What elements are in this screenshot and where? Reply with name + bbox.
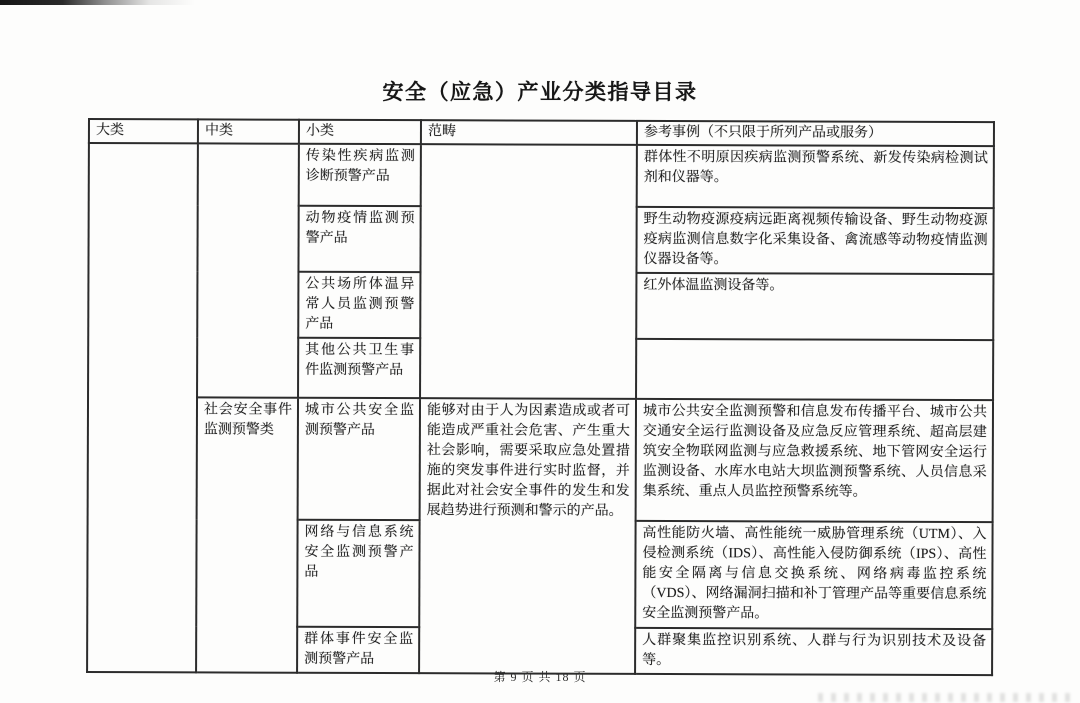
column-header-examples: 参考事例（不只限于所列产品或服务） (637, 121, 994, 146)
cell-scope-group2: 能够对由于人为因素造成或者可能造成严重社会危害、产生重大社会影响，需要采取应急处置措施的突发事件进行实时监督，并据此对社会安全事件的发生和发展趋势进行预测和警示的产品。 (419, 398, 636, 674)
table-row (88, 397, 993, 522)
cell-sub-category: 动物疫情监测预警产品 (298, 206, 420, 272)
cell-sub-category: 城市公共安全监测预警产品 (298, 398, 420, 520)
column-header-middle-category: 中类 (198, 119, 299, 143)
column-header-sub-category: 小类 (299, 120, 421, 144)
cell-major-category (87, 143, 198, 672)
cell-examples: 高性能防火墙、高性能统一威胁管理系统（UTM）、入侵检测系统（IDS）、高性能入侵防御系统（IPS）、高性能安全隔离与信息交换系统、网络病毒监控系统（VDS）、网络漏洞扫描和补丁管理产品等重要信息系统安全监测预警产品。 (635, 521, 992, 629)
page-number: 第 9 页 共 18 页 (493, 670, 587, 684)
cell-examples: 城市公共安全监测预警和信息发布传播平台、城市公共交通安全运行监测设备及应急反应管理系统、超高层建筑安全物联网监测与应急救援系统、地下管网安全运行监测设备、水库水电站大坝监测预警系统、人员信息采集系统、重点人员监控预警系统等。 (636, 399, 993, 522)
table-row (89, 143, 994, 208)
scan-smudge-artifact (0, 0, 250, 5)
classification-table-wrap (86, 118, 995, 676)
cell-sub-category: 公共场所体温异常人员监测预警产品 (298, 272, 420, 338)
cell-scope-group1 (420, 144, 637, 399)
scan-bleed-artifact (818, 693, 1078, 702)
classification-table (86, 118, 995, 676)
cell-middle-category-group1 (197, 143, 299, 397)
cell-sub-category: 其他公共卫生事件监测预警产品 (298, 338, 420, 398)
column-header-major-category: 大类 (89, 119, 198, 143)
document-title: 安全（应急）产业分类指导目录 (382, 80, 698, 104)
cell-sub-category: 网络与信息系统安全监测预警产品 (297, 520, 419, 627)
cell-middle-category-group2: 社会安全事件监测预警类 (196, 397, 298, 672)
cell-examples: 群体性不明原因疾病监测预警系统、新发传染病检测试剂和仪器等。 (637, 145, 994, 208)
table-header-row (89, 119, 994, 146)
cell-examples: 红外体温监测设备等。 (636, 273, 993, 340)
column-header-scope: 范畴 (421, 120, 637, 145)
cell-sub-category: 传染性疾病监测诊断预警产品 (299, 144, 421, 206)
cell-examples (636, 339, 993, 400)
cell-examples: 野生动物疫源疫病远距离视频传输设备、野生动物疫源疫病监测信息数字化采集设备、禽流感等动物疫情监测仪器设备等。 (636, 207, 993, 274)
cell-examples: 人群聚集监控识别系统、人群与行为识别技术及设备等。 (635, 628, 992, 675)
cell-sub-category: 群体事件安全监测预警产品 (297, 627, 419, 673)
